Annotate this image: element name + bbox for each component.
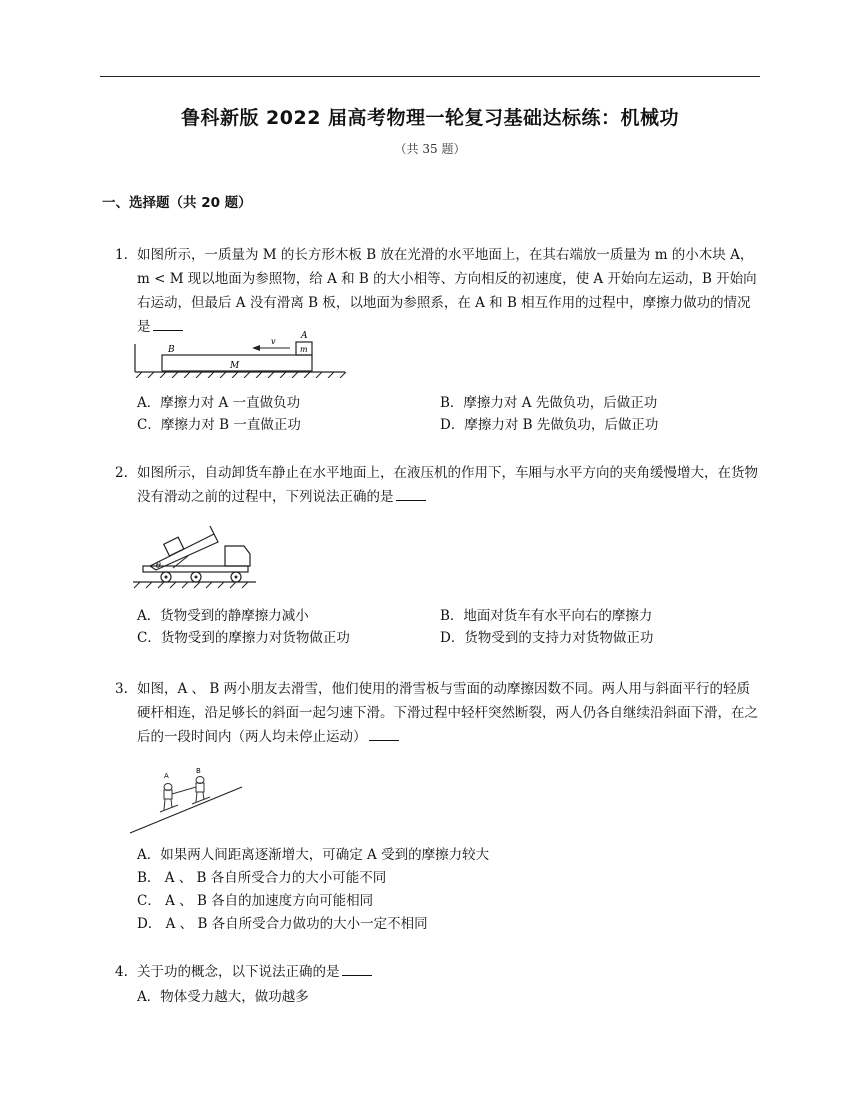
label-v: v <box>271 337 276 346</box>
option-1d[interactable]: D．摩擦力对 B 先做负功，后做正功 <box>440 417 659 433</box>
option-1b[interactable]: B．摩擦力对 A 先做负功，后做正功 <box>440 395 658 411</box>
option-4a[interactable]: A．物体受力越大，做功越多 <box>137 989 309 1005</box>
question-number: 3. <box>115 681 128 697</box>
option-1a[interactable]: A．摩擦力对 A 一直做负功 <box>137 395 301 411</box>
option-2b[interactable]: B．地面对货车有水平向右的摩擦力 <box>440 608 653 624</box>
answer-blank <box>369 726 399 741</box>
figure-board-block <box>130 328 352 378</box>
option-2a[interactable]: A．货物受到的静摩擦力减小 <box>137 608 309 624</box>
label-small-m: m <box>300 345 308 354</box>
question-text: 关于功的概念，以下说法正确的是 <box>137 964 340 980</box>
figure-dump-truck <box>128 522 268 594</box>
option-3d[interactable]: D． A 、 B 各自所受合力做功的大小一定不相同 <box>137 916 428 932</box>
question-count: （共 35 题） <box>394 142 466 156</box>
question-number: 2. <box>115 465 128 481</box>
top-rule <box>100 76 760 77</box>
figure-skiers <box>128 765 246 835</box>
option-2c[interactable]: C．货物受到的摩擦力对货物做正功 <box>137 630 350 646</box>
label-big-m: M <box>230 361 240 371</box>
option-1c[interactable]: C．摩擦力对 B 一直做正功 <box>137 417 301 433</box>
option-3a[interactable]: A．如果两人间距离逐渐增大，可确定 A 受到的摩擦力较大 <box>137 847 490 863</box>
label-skier-b: B <box>196 767 201 775</box>
label-b: B <box>168 345 175 355</box>
option-3b[interactable]: B． A 、 B 各自所受合力的大小可能不同 <box>137 870 387 886</box>
label-theta: θ <box>156 561 161 570</box>
option-3c[interactable]: C． A 、 B 各自的加速度方向可能相同 <box>137 893 374 909</box>
question-4 <box>115 960 761 984</box>
question-text: 如图所示，自动卸货车静止在水平地面上，在液压机的作用下，车厢与水平方向的夹角缓慢增大，在货物没有滑动之前的过程中，下列说法正确的是 <box>137 465 758 505</box>
skier-a <box>160 784 178 813</box>
label-a: A <box>301 331 308 341</box>
answer-blank <box>396 486 426 501</box>
question-2 <box>115 461 761 509</box>
answer-blank <box>342 961 372 976</box>
page-title: 鲁科新版 2022 届高考物理一轮复习基础达标练：机械功 <box>180 107 680 129</box>
option-2d[interactable]: D．货物受到的支持力对货物做正功 <box>440 630 654 646</box>
question-1 <box>115 243 761 339</box>
question-text: 如图所示，一质量为 M 的长方形木板 B 放在光滑的水平地面上，在其右端放一质量为 m 的小木块 A，m < M 现以地面为参照物，给 A 和 B 的大小相等、方向相反的初速度，使 A 开始向左运动，B 开始向右运动，但最后 A 没有滑离 B 板，以地面为参照系，在 A 和 B 相互作用的过程中，摩擦力做功的情况是 <box>137 247 757 335</box>
label-skier-a: A <box>164 772 169 780</box>
section-heading: 一、选择题（共 20 题） <box>102 195 252 211</box>
question-text: 如图，A 、 B 两小朋友去滑雪，他们使用的滑雪板与雪面的动摩擦因数不同。两人用与斜面平行的轻质硬杆相连，沿足够长的斜面一起匀速下滑。下滑过程中轻杆突然断裂，两人仍各自继续沿斜面下滑，在之后的一段时间内（两人均未停止运动） <box>137 681 758 745</box>
connecting-rod <box>172 787 196 794</box>
question-3 <box>115 677 761 749</box>
slope-line <box>130 787 242 833</box>
question-number: 4. <box>115 964 128 980</box>
skier-b <box>192 777 210 805</box>
question-number: 1. <box>115 247 128 263</box>
